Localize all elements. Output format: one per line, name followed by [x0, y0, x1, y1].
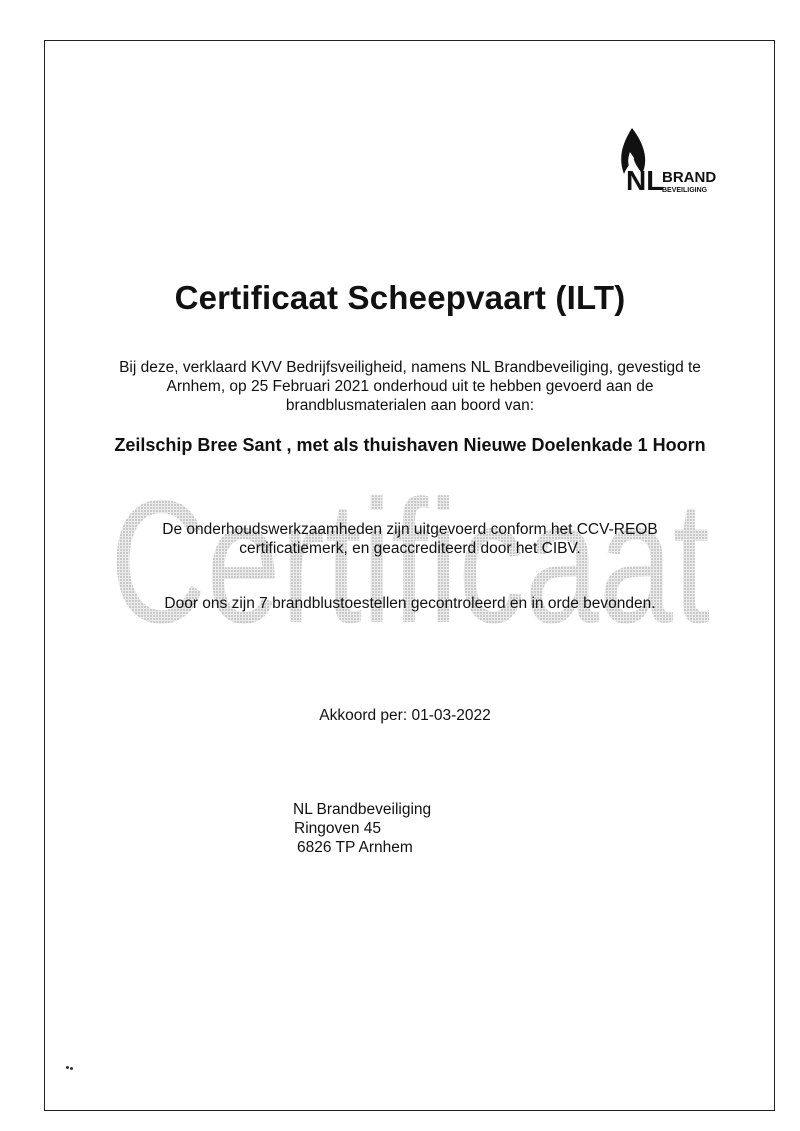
scan-speck	[70, 1067, 73, 1070]
logo-text-brand: BRAND	[662, 169, 717, 186]
maintenance-statement: De onderhoudswerkzaamheden zijn uitgevoerd conform het CCV-REOB certificatiemerk, en geaccrediteerd door het CIBV.	[162, 521, 658, 557]
address-company: NL Brandbeveiliging	[293, 801, 432, 818]
watermark-text: Certificaat	[110, 465, 710, 652]
address-city: 6826 TP Arnhem	[297, 839, 413, 856]
approval-date: Akkoord per: 01-03-2022	[319, 707, 491, 724]
inspection-statement: Door ons zijn 7 brandblustoestellen gecontroleerd en in orde bevonden.	[164, 595, 656, 612]
scan-speck	[66, 1066, 69, 1069]
logo-text-beveiliging: BEVEILIGING	[662, 187, 708, 194]
intro-paragraph: Bij deze, verklaard KVV Bedrijfsveiligheid, namens NL Brandbeveiliging, gevestigd te Arnhem, op 25 Februari 2021 onderhoud uit te hebben gevoerd aan de brandblusmaterialen aan boord van:	[119, 359, 701, 414]
vessel-name: Zeilschip Bree Sant , met als thuishaven Nieuwe Doelenkade 1 Hoorn	[114, 435, 706, 455]
certificate-title: Certificaat Scheepvaart (ILT)	[174, 279, 626, 316]
logo-initials: NL	[626, 165, 664, 194]
company-address	[293, 800, 431, 857]
certificate-border	[44, 40, 775, 1111]
nl-brandbeveiliging-logo	[618, 122, 733, 194]
address-street: Ringoven 45	[294, 820, 382, 837]
